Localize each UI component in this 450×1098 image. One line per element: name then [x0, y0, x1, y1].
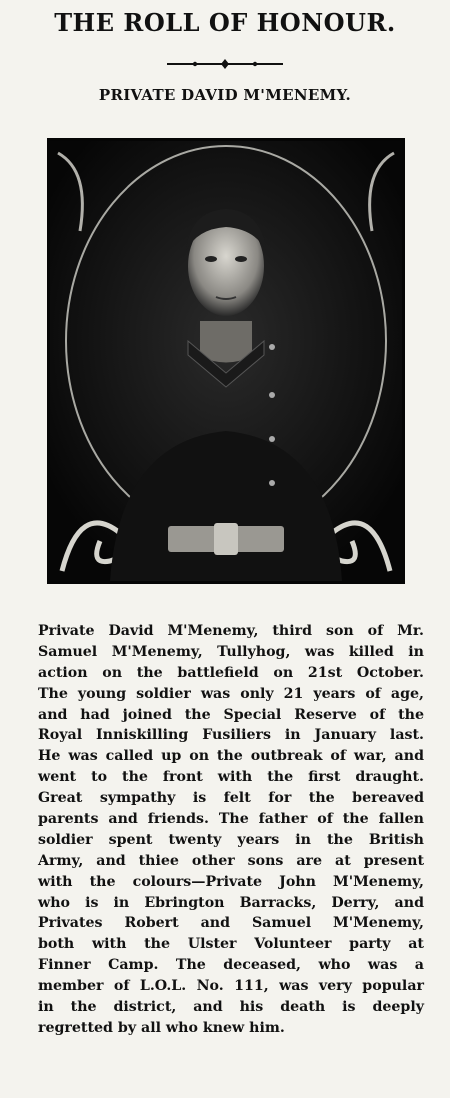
article-line: who is in Ebrington Barracks, Derry, and	[38, 894, 424, 911]
headline: THE ROLL OF HONOUR.	[54, 8, 396, 37]
article-line: Great sympathy is felt for the bereaved	[38, 790, 424, 807]
article-line: both with the Ulster Volunteer party at	[38, 936, 424, 953]
article-line: Army, and thiee other sons are at present	[38, 852, 424, 869]
subhead: PRIVATE DAVID M'MENEMY.	[98, 86, 352, 104]
soldier-portrait	[50, 141, 402, 581]
article-line: Royal Inniskilling Fusiliers in January last.	[38, 727, 424, 744]
article-line: member of L.O.L. No. 111, was very popular	[38, 978, 424, 995]
article-line: soldier spent twenty years in the British	[38, 831, 424, 848]
article-line: Samuel M'Menemy, Tullyhog, was killed in	[38, 643, 424, 660]
article-line: Privates Robert and Samuel M'Menemy,	[38, 915, 424, 932]
article-line: with the colours—Private John M'Menemy,	[38, 873, 424, 890]
article-line: regretted by all who knew him.	[38, 1019, 285, 1036]
article-line: parents and friends. The father of the fallen	[38, 811, 424, 828]
article-line: He was called up on the outbreak of war, and	[38, 748, 424, 765]
obituary-text	[38, 621, 424, 1039]
article-line: Finner Camp. The deceased, who was a	[38, 957, 424, 974]
article-line: Private David M'Menemy, third son of Mr.	[38, 623, 424, 639]
article-line: went to the front with the first draught.	[38, 769, 424, 786]
article-line: and had joined the Special Reserve of the	[38, 706, 424, 723]
article-line: action on the battlefield on 21st October.	[38, 664, 424, 681]
article-line: The young soldier was only 21 years of age,	[38, 685, 424, 702]
portrait-photo	[47, 138, 405, 584]
article-line: in the district, and his death is deeply	[38, 999, 424, 1016]
ornamental-rule	[165, 58, 285, 70]
